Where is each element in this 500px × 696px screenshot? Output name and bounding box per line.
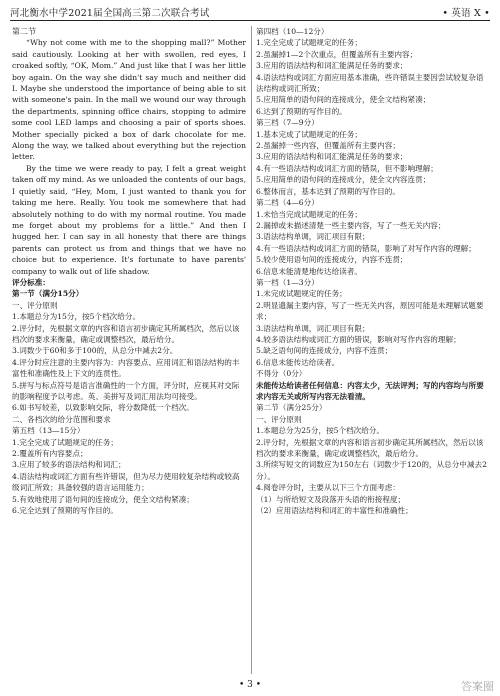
rubric-line: 第五档（13—15分） [12,426,85,436]
rubric-line: 不得分（0分） [256,369,307,379]
rubric-line: 3.语法结构单调，词汇项目有限； [256,323,370,333]
rubric-line: 6.如书写较差，以致影响交际，将分数降低一个档次。 [12,403,194,413]
section-title: 第二节 [12,27,36,36]
rubric-line: 第三档（7—9分） [256,118,319,128]
rubric-line: 第四档（10—12分） [256,27,329,36]
rubric-line: 2.漏掉或未描述清楚一些主要内容，写了一些无关内容； [256,220,446,230]
page-header [10,4,490,21]
watermark-logo: 答案圈 [461,680,494,693]
rubric-line: 1.完全完成了试题规定的任务； [12,437,118,447]
rubric-line: 6.信息未能传达给读者。 [256,357,340,367]
page-number: • 3 • [238,680,262,690]
rubric-line: 2.覆盖所有内容要点； [12,449,88,459]
rubric-line: 3.词数少于60和多于100的，从总分中减去2分。 [12,346,178,356]
rubric-line: 第二档（4—6分） [256,198,319,208]
rubric-line: 6.整体而言，基本达到了预期的写作目的。 [256,186,400,196]
rubric-line: 6.达到了预期的写作目的。 [256,106,347,116]
rubric-line: 5.缺乏语句间的连接成分，内容不连贯； [256,346,393,356]
rubric-line: 1.本题总分为15分，按5个档次给分。 [12,312,141,322]
rubric-line: 3.应用的语法结构和词汇能满足任务的要求； [256,152,408,162]
left-column [12,26,246,674]
rubric-line: 5.应用简单的语句间的连接成分，使全文内容连贯； [256,175,431,185]
rubric-line: 4.语法结构或词汇方面应用基本准确，些许错误主要因尝试较复杂语法结构或词汇所致； [256,72,484,94]
rubric-line: 5.较少使用语句间的连接成分，内容不连贯； [256,255,408,265]
section1-title: 第一节（满分15分） [12,289,84,299]
rubric-line: 5.有效地使用了语句间的连接成分，使全文结构紧凑； [12,494,194,504]
rubric-line: 3.语法结构单调，词汇项目有限； [256,232,370,242]
rubric-line: 第一档（1—3分） [256,277,319,287]
rubric-line: 1.未完成试题规定的任务； [256,289,347,299]
rubric-line: 1.基本完成了试题规定的任务； [256,129,362,139]
story-paragraph-2: By the time we were ready to pay, I felt a great weight taken off my mind. As we unloaded the contents of our bags, I quietly said, “Hey, Mom, I just wanted to thank you for taking me here. Really. You took me somewhere that had absolutely nothing to do with my normal routine. You made me forget about my problems for a little.” And then I hugged her. I can say in all honesty that there are things parents can protect us from and things that we have no choice but to experience. It's fortunate to have parents' company to walk out of life shadow. [12,163,246,276]
rubric-line: 第二节（满分25分） [256,403,327,413]
rubric-line: 2.评分时，先根据文章的内容和语言初步确定其所属档次，然后以该档次的要求来衡量，确定或调整档次，最后给分。 [256,437,484,459]
rubric-line: 二、各档次的给分范围和要求 [12,414,111,424]
exam-title: 河北衡水中学2021届全国高三第二次联合考试 [10,8,210,19]
rubric-line: 4.有一些语法结构或词汇方面的错误，影响了对写作内容的理解； [256,243,476,253]
rubric-line: 6.信息未能清楚地传达给读者。 [256,266,362,276]
rubric-line: 3.应用了较多的语法结构和词汇； [12,460,126,470]
subject-label: • 英语 X • [442,8,490,19]
rubric-line: 一、评分原则 [256,414,302,424]
rubric-line: （1）与所给短文及段落开头语的衔接程度； [256,494,406,504]
rubric-line: 5.应用简单的语句间的连接成分，使全文结构紧凑； [256,95,431,105]
rubric-line: 1.完全完成了试题规定的任务； [256,38,362,48]
rubric-line: 6.完全达到了预期的写作目的。 [12,506,118,516]
rubric-line: 2.评分时，先根据文章的内容和语言初步确定其所属档次，然后以该档次的要求来衡量，确定或调整档次，最后给分。 [12,323,240,344]
rubric-line: 1.本题总分为25分，按5个档次给分。 [256,426,385,436]
right-column [256,26,490,674]
rubric-line: 2.明显遗漏主要内容，写了一些无关内容，原因可能是未理解试题要求； [256,300,484,322]
rubric-line: 2.虽漏掉1—2个次重点，但覆盖所有主要内容； [256,49,418,59]
rubric-line: （2）应用语法结构和词汇的丰富性和准确性； [256,506,413,516]
rubric-line: 5.拼写与标点符号是语言准确性的一个方面，评分时，应视其对交际的影响程度予以考虑。英、美拼写及词汇用法均可接受。 [12,380,240,401]
criteria-title: 评分标准： [12,277,50,287]
rubric-line: 3.应用的语法结构和词汇能满足任务的要求； [256,61,408,71]
rubric-line: 4.较多语法结构或词汇方面的错误，影响对写作内容的理解； [256,334,461,344]
rubric-line: 4.阅卷评分时，主要从以下三个方面考虑： [256,483,400,493]
story-paragraph-1: “Why not come with me to the shopping mall?” Mother said cautiously. Looking at her with swollen, red eyes, I croaked softly, “OK, Mom.” And just like that I was her little boy again. On the way she didn't say much and neither did I. Maybe she understood the importance of being able to sit with someone's pain. In the mall we wound our way through the departments, spinning office chairs, stopping to admire some cool LED lamps and choosing a pair of sports shoes. Mother specially picked a box of dark chocolate for me. Along the way, we talked about everything but the rejection letter. [12,38,246,162]
rubric-line: 4.评分时应注意的主要内容为：内容要点、应用词汇和语法结构的丰富性和准确性及上下文的连贯性。 [12,357,240,379]
rubric-line: 4.有一些语法结构或词汇方面的错误，但不影响理解； [256,163,438,173]
column-divider [251,26,252,674]
rubric-line: 4.语法结构或词汇方面有些许错误，但为尽力使用较复杂结构或较高级词汇所致；具备较强的语言运用能力； [12,471,240,493]
rubric-line: 2.虽漏掉一些内容，但覆盖所有主要内容； [256,141,400,151]
section2-title: 未能传达给读者任何信息：内容太少，无法评判；写的内容均与所要求内容无关或所写内容无法看清。 [256,380,484,401]
rubric-line: 一、评分原则 [12,300,58,310]
rubric-line: 1.未恰当完成试题规定的任务； [256,209,362,219]
rubric-line: 3.所续写短文的词数应为150左右（词数少于120的，从总分中减去2分）。 [256,460,487,481]
